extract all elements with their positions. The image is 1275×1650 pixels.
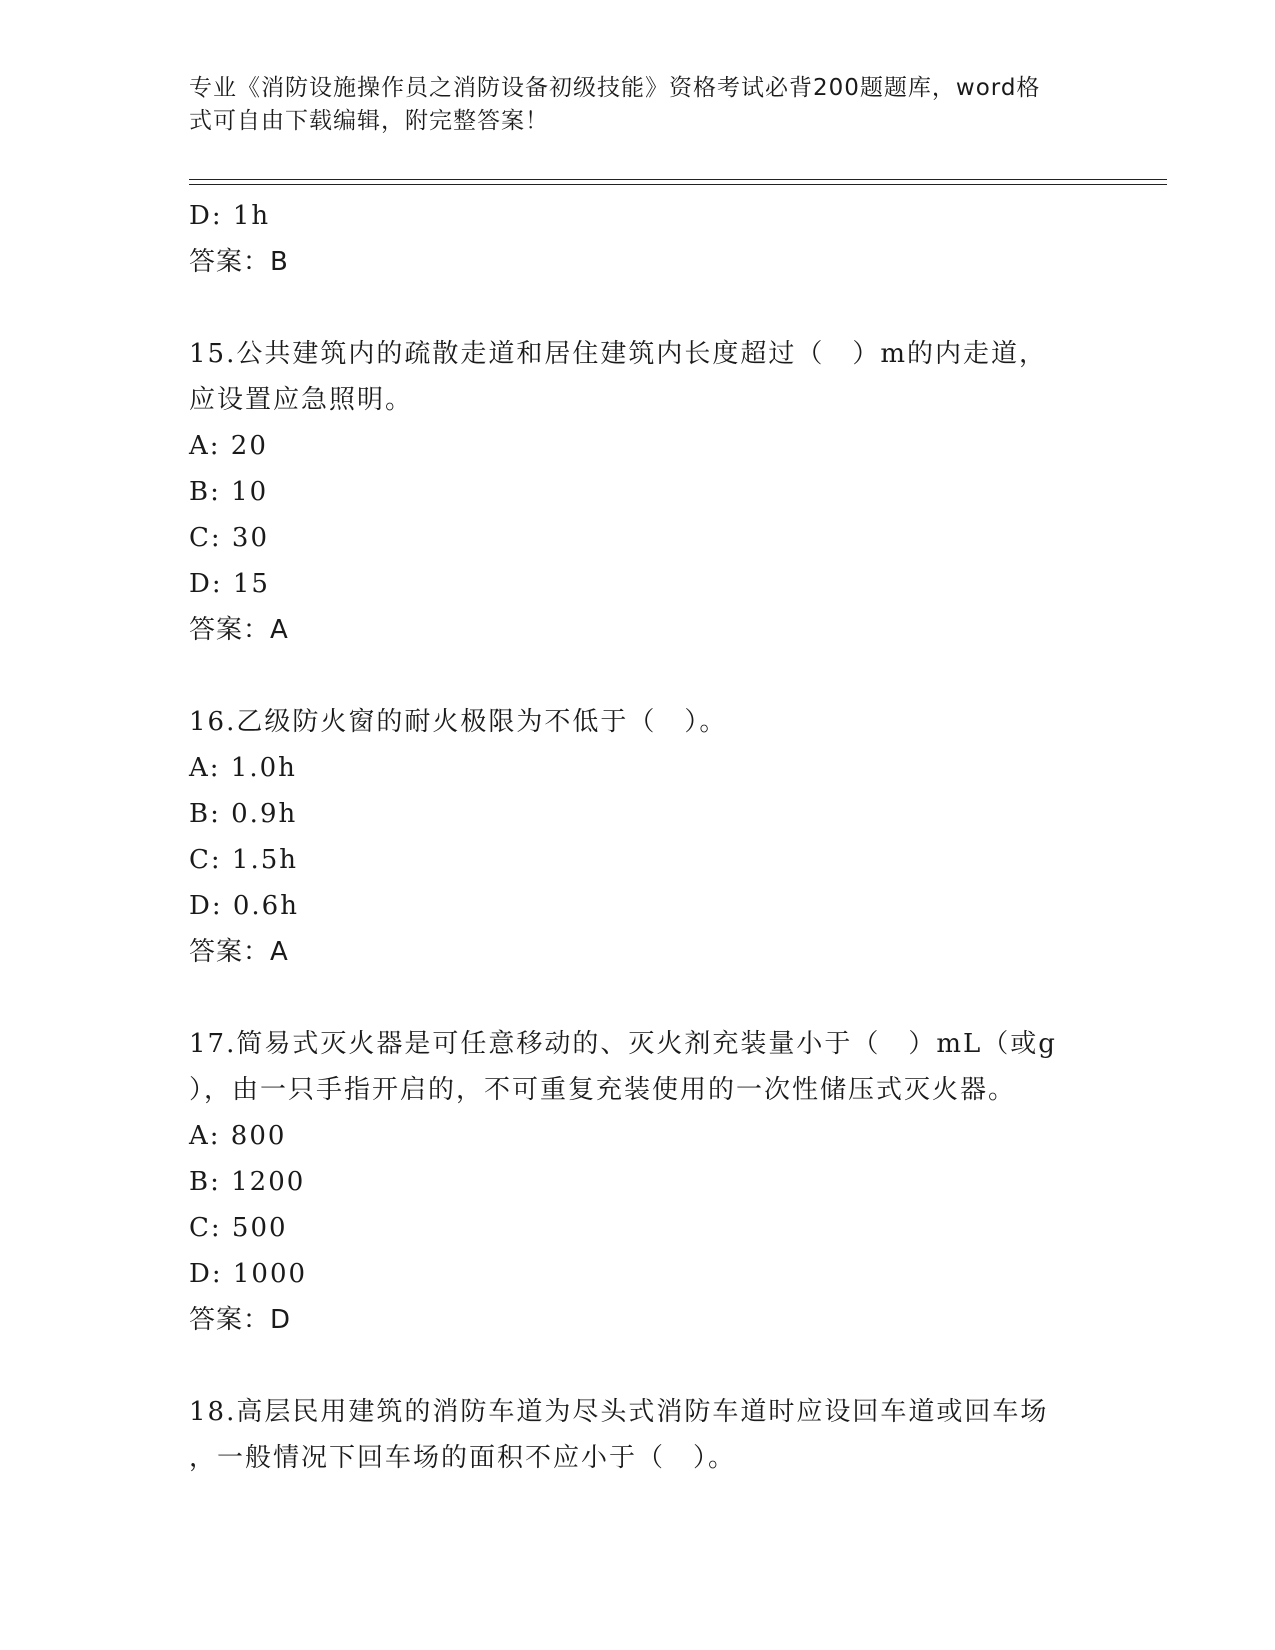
header-line-2: 式可自由下载编辑，附完整答案！ [189, 108, 549, 134]
option-b: B: 0.9h [189, 799, 298, 829]
option-a: A: 20 [189, 431, 268, 461]
document-header [189, 72, 1089, 138]
option-d: D: 1000 [189, 1259, 308, 1289]
question-stem: ，一般情况下回车场的面积不应小于（ ）。 [189, 1443, 737, 1473]
option-c: C: 30 [189, 523, 270, 553]
option-a: A: 1.0h [189, 753, 297, 783]
header-divider-bottom [189, 184, 1167, 185]
header-divider-top [189, 179, 1167, 180]
answer: 答案：D [189, 1305, 292, 1335]
option-c: C: 1.5h [189, 845, 299, 875]
option-d: D: 15 [189, 569, 270, 599]
question-stem: 17.简易式灭火器是可任意移动的、灭火剂充装量小于（ ）mL（或g [189, 1029, 1057, 1059]
question-stem: 15.公共建筑内的疏散走道和居住建筑内长度超过（ ）m的内走道， [189, 339, 1048, 369]
question-stem: 应设置应急照明。 [189, 385, 414, 415]
answer: 答案：A [189, 937, 289, 967]
option-a: A: 800 [189, 1121, 287, 1151]
question-17 [189, 1021, 1089, 1343]
question-15 [189, 331, 1089, 653]
question-stem: ），由一只手指开启的，不可重复充装使用的一次性储压式灭火器。 [189, 1075, 1017, 1105]
prev-answer: 答案：B [189, 247, 289, 277]
question-18 [189, 1389, 1089, 1481]
question-stem: 16.乙级防火窗的耐火极限为不低于（ ）。 [189, 707, 728, 737]
question-16 [189, 699, 1089, 975]
question-list [189, 193, 1089, 1481]
prev-option-d: D: 1h [189, 201, 271, 231]
header-line-1: 专业《消防设施操作员之消防设备初级技能》资格考试必背200题题库，word格 [189, 75, 1041, 101]
question-stem: 18.高层民用建筑的消防车道为尽头式消防车道时应设回车道或回车场 [189, 1397, 1049, 1427]
option-d: D: 0.6h [189, 891, 299, 921]
answer: 答案：A [189, 615, 289, 645]
option-b: B: 1200 [189, 1167, 306, 1197]
option-c: C: 500 [189, 1213, 288, 1243]
option-b: B: 10 [189, 477, 269, 507]
